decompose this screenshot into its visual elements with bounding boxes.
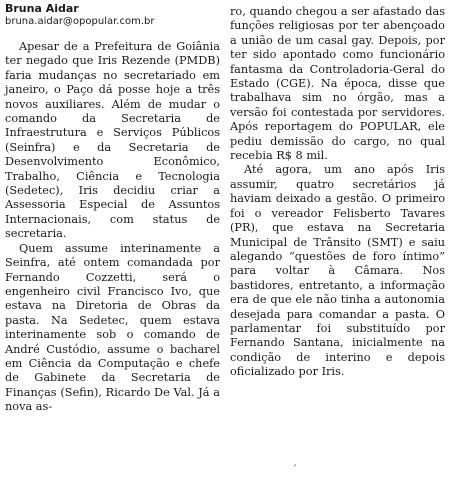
author-name: Bruna Aidar [5, 2, 79, 15]
author-email[interactable]: bruna.aidar@opopular.com.br [5, 16, 155, 27]
byline [5, 2, 220, 28]
paragraph: Quem assume interinamente a Seinfra, até ontem comandada por Fernando Cozzetti, será o engenheiro civil Francisco Ivo, que estava na Diretoria de Obras da pasta. Na Sedetec, quem estava interinamente sob o comando de André Custódio, assume o bacharel em Ciência da Computação e chefe de Gabinete da Secretaria de Finanças (Sefin), Ricardo De Val. Já a nova as- [5, 241, 220, 414]
paragraph-continuation: ro, quando chegou a ser afastado das funções religiosas por ter abençoado a união de um casal gay. Depois, por ter sido apontado como funcionário fantasma da Controladoria-Geral do Estado (CGE). Na época, disse que trabalhava sim no órgão, mas a versão foi contestada por servidores. Após reportagem do POPULAR, ele pediu demissão do cargo, no qual recebia R$ 8 mil. [230, 5, 445, 163]
article-column-right [230, 5, 445, 380]
article-column-left [5, 40, 220, 415]
paragraph: Apesar de a Prefeitura de Goiânia ter negado que Iris Rezende (PMDB) faria mudanças no secretariado em janeiro, o Paço dá posse hoje a três novos auxiliares. Além de mudar o comando da Secretaria de Infraestrutura e Serviços Públicos (Seinfra) e da Secretaria de Desenvolvimento Econômico, Trabalho, Ciência e Tecnologia (Sedetec), Iris decidiu criar a Assessoria Especial de Assuntos Internacionais, com status de secretaria. [5, 40, 220, 241]
print-mark-icon: ´ [292, 465, 297, 476]
paragraph: Até agora, um ano após Iris assumir, quatro secretários já haviam deixado a gestão. O primeiro foi o vereador Felisberto Tavares (PR), que estava na Secretaria Municipal de Trânsito (SMT) e saiu alegando “questões de foro íntimo” para voltar à Câmara. Nos bastidores, entretanto, a informação era de que ele não tinha a autonomia desejada para comandar a pasta. O parlamentar foi substituído por Fernando Santana, inicialmente na condição de interino e depois oficializado por Iris. [230, 163, 445, 379]
